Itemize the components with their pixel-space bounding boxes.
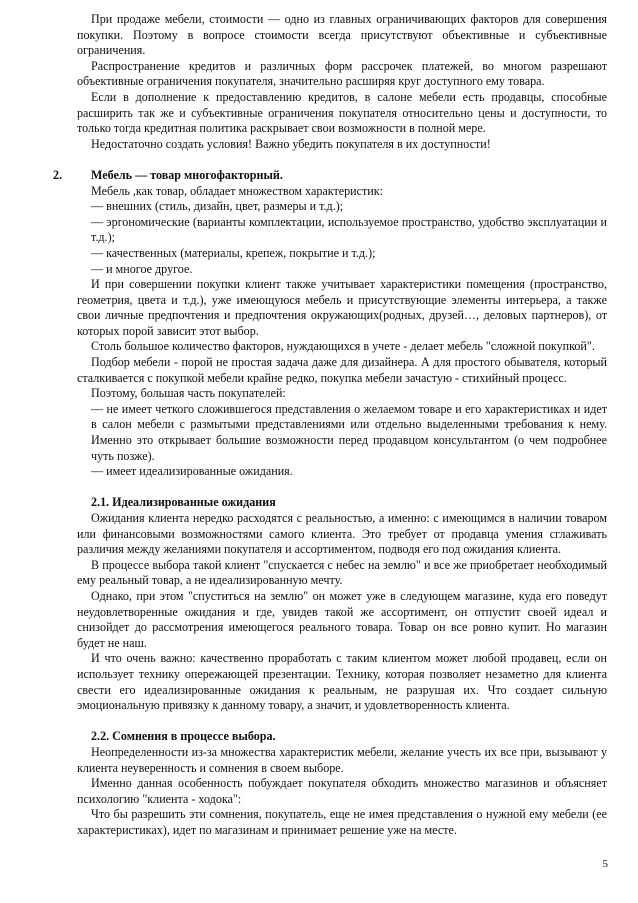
spacer — [77, 480, 607, 496]
spacer — [77, 152, 607, 168]
section-number: 2. — [53, 167, 63, 182]
intro-paragraph-2: Распространение кредитов и различных форм рассрочек платежей, во многом разрешают объективные ограничения покупателя, значительно расширяя круг доступного ему товара. — [77, 58, 607, 89]
body-paragraph: В процессе выбора такой клиент "спускается с небес на землю" и все же приобретает необходимый ему реальный товар, а не идеализированную мечту. — [77, 557, 607, 588]
list-item: — не имеет четкого сложившегося представления о желаемом товаре и его характеристиках и идет в салон мебели с размытыми представлениями или отдельно выделенными требования к нему. Именно это открывает большие возможности перед продавцом консультантом (о чем подробнее чуть позже). — [91, 401, 607, 463]
intro-paragraph-4: Недостаточно создать условия! Важно убедить покупателя в их доступности! — [91, 136, 491, 151]
list-item: — эргономические (варианты комплектации, используемое пространство, удобство эксплуатации и т.д.); — [91, 214, 607, 245]
page-number: 5 — [602, 858, 608, 870]
list-item: — качественных (материалы, крепеж, покрытие и т.д.); — [91, 245, 376, 260]
body-paragraph: Однако, при этом "спуститься на землю" он может уже в следующем магазине, куда его поведут неудовлетворенные ожидания и где, увидев такой же ассортимент, он отпустит своей идеал и снизойдет до рассмотрения имеющегося реального товара. Товар он все ровно купит. Но магазин будет не наш. — [77, 588, 607, 650]
section-2-heading — [53, 167, 607, 184]
intro-paragraph-1: При продаже мебели, стоимости — одно из главных ограничивающих факторов для совершения покупки. Поэтому в вопросе стоимости всегда присутствуют объективные и субъективные ограничения. — [77, 12, 607, 58]
body-paragraph: Неопределенности из-за множества характеристик мебели, желание учесть их все при, вызывают у клиента неуверенность и сомнения в своем выборе. — [77, 744, 607, 775]
subsection-2-2-title: 2.2. Сомнения в процессе выбора. — [91, 729, 276, 744]
spacer — [77, 714, 607, 730]
body-paragraph: И что очень важно: качественно проработать с таким клиентом может любой продавец, если он использует технику опережающей презентации. Технику, которая позволяет незаметно для клиента свести его идеализированные ожидания к реальным, не разрушая их. Что создает сильную эмоциональную привязку к данному товару, а значит, и удовлетворенность клиента. — [77, 651, 607, 713]
section-title: Мебель — товар многофакторный. — [91, 167, 283, 182]
page-body — [53, 12, 607, 838]
body-paragraph: Именно данная особенность побуждает покупателя обходить множество магазинов и объясняет психологию "клиента - ходока": — [77, 776, 607, 806]
body-paragraph: Подбор мебели - порой не простая задача даже для дизайнера. А для простого обывателя, который сталкивается с покупкой мебели крайне редко, покупка мебели зачастую - стихийный процесс. — [77, 355, 607, 385]
list-item: — и многое другое. — [91, 261, 193, 276]
subsection-2-1-title: 2.1. Идеализированные ожидания — [91, 495, 276, 510]
section-lead: Мебель ,как товар, обладает множеством характеристик: — [91, 183, 383, 198]
list-item: — внешних (стиль, дизайн, цвет, размеры и т.д.); — [91, 199, 344, 214]
body-paragraph: Ожидания клиента нередко расходятся с реальностью, а именно: с имеющимся в наличии товаром или финансовыми возможностями самого клиента. Это требует от продавца умения сглаживать различия между желаниями покупателя и ассортиментом, подводя его под ожидания клиента. — [77, 511, 607, 557]
body-paragraph: Что бы разрешить эти сомнения, покупатель, еще не имея представления о нужной ему мебели (ее характеристиках), идет по магазинам и принимает решение уже на месте. — [77, 807, 607, 837]
body-paragraph: Столь большое количество факторов, нуждающихся в учете - делает мебель "сложной покупкой". — [91, 339, 595, 354]
body-paragraph: Поэтому, большая часть покупателей: — [91, 386, 286, 401]
list-item: — имеет идеализированные ожидания. — [91, 464, 293, 479]
intro-paragraph-3: Если в дополнение к предоставлению кредитов, в салоне мебели есть продавцы, способные расширить так же и субъективные ограничения покупателя относительно цены и доступности, то только тогда кредитная политика раскрывает свои возможности в полной мере. — [77, 89, 607, 136]
body-paragraph: И при совершении покупки клиент также учитывает характеристики помещения (пространство, геометрия, цвета и т.д.), уже имеющуюся мебель и присутствующие элементы интерьера, а также свои личные предпочтения и предпочтения окружающих(родных, друзей…, деловых партнеров), от которых порой зависит этот выбор. — [77, 277, 607, 338]
